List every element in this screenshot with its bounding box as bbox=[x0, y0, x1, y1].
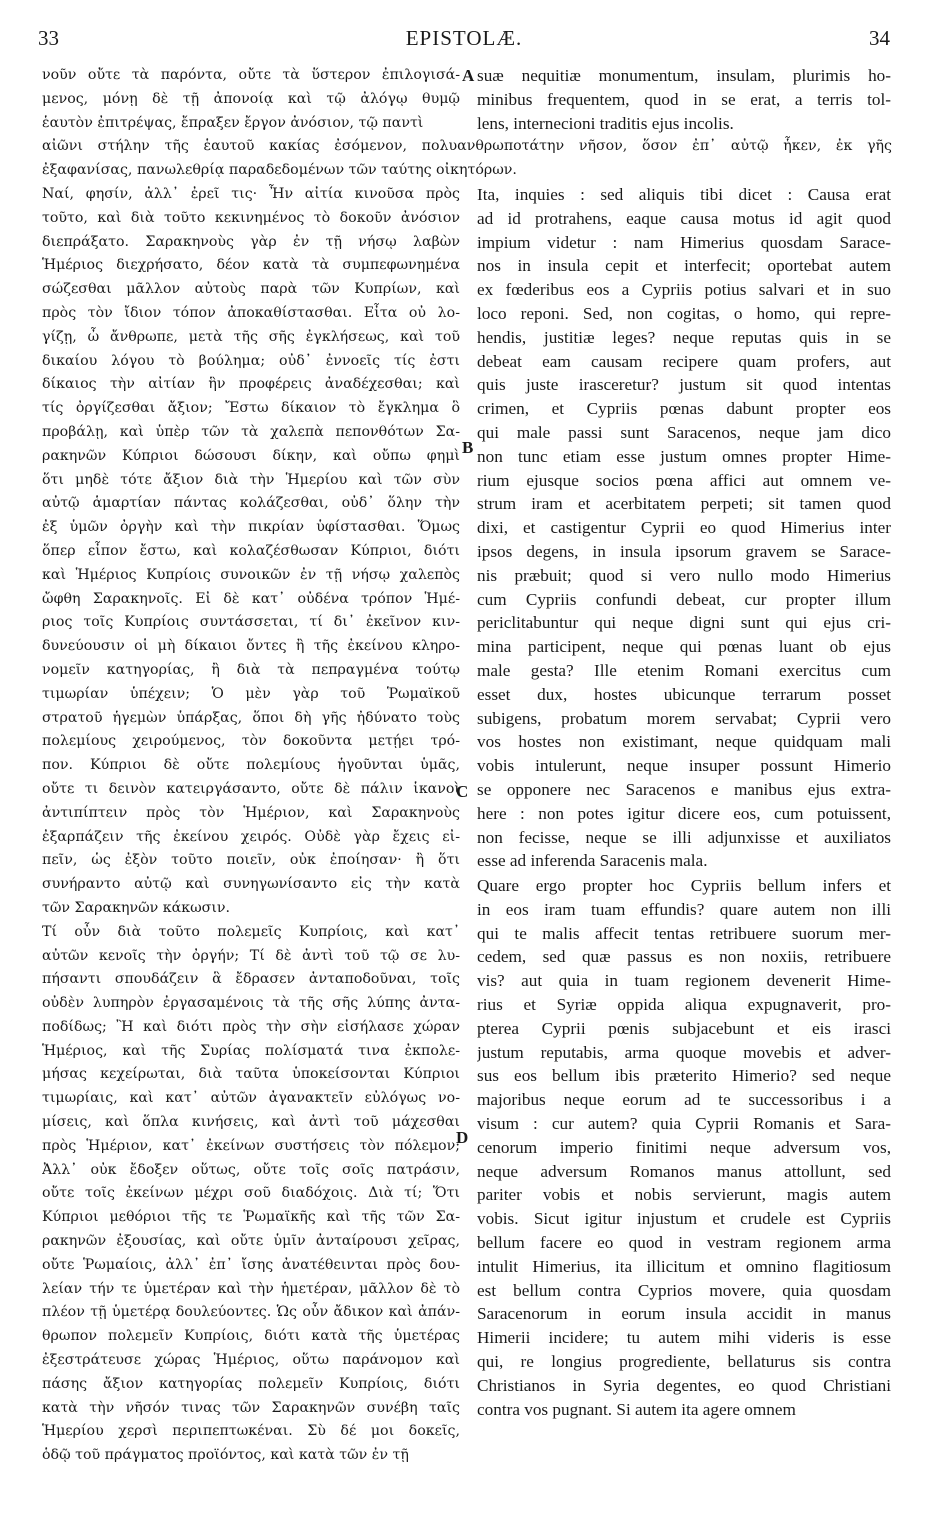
text-line: αὐτῷ ἁμαρτίαν πάντας κολάζεσθαι, οὐδ᾽ ὅλην τὴν bbox=[42, 495, 460, 512]
greek-column-main bbox=[42, 183, 460, 1468]
page-header bbox=[38, 26, 890, 56]
text-line: Ita, inquies : sed aliquis tibi dicet : Causa erat bbox=[477, 185, 891, 204]
text-line: nos in insula cepit et interfecit; oportebat autem bbox=[477, 256, 891, 276]
text-line: ipsos degens, in insula ipsorum gravem se Sarace- bbox=[477, 541, 891, 561]
text-line: πάσης ἄξιον κατηγορίας πολεμεῖν Κυπρίοις, διότι bbox=[42, 1375, 460, 1392]
text-line: μήσας κεχείρωται, διὰ ταῦτα ὑποκείσονται Κύπριοι bbox=[42, 1066, 460, 1083]
latin-column-main bbox=[477, 183, 891, 873]
text-line: νοῦν οὔτε τὰ παρόντα, οὔτε τὰ ὕστερον ἐπιλογισά- bbox=[42, 67, 460, 83]
margin-marker-b: B bbox=[462, 438, 474, 457]
text-line: contra vos pugnant. Si autem ita agere omnem bbox=[477, 1399, 796, 1419]
text-line: ἑαυτὸν ἐπιτρέψας, ἔπραξεν ἔργον ἀνόσιον, τῷ παντὶ bbox=[42, 114, 424, 131]
text-line: πρὸς Ἡμέριον, κατ᾽ ἐκείνων συστήσεις τὸν πόλεμον; bbox=[42, 1137, 460, 1154]
text-line: ὅπερ εἶπον ἔστω, καὶ κολαζέσθωσαν Κύπριοι, διότι bbox=[42, 542, 460, 559]
text-line: ἀντιπίπτειν πρὸς τὸν Ἡμέριον, καὶ Σαρακηνοὺς bbox=[42, 804, 460, 821]
text-line: ὅτι μηδὲ τότε ἄξιον διὰ τὴν Ἡμερίου καὶ τῶν σὺν bbox=[42, 471, 460, 488]
text-line: pterea Cyprii pœnis subjacebunt et eis irasci bbox=[477, 1018, 891, 1038]
text-line: διεπράξατο. Σαρακηνοὺς γὰρ ἐν τῇ νήσῳ λαβὼν bbox=[42, 233, 460, 250]
text-line: Ἀλλ᾽ οὐκ ἔδοξεν οὕτως, οὔτε τοῖς σοῖς πατράσιν, bbox=[42, 1161, 460, 1178]
text-line: visum : cur autem? quia Cyprii Romanis et Sara- bbox=[477, 1113, 891, 1133]
page-number-left: 33 bbox=[38, 26, 59, 50]
text-line: μίσεις, καὶ ὅπλα κινήσεις, καὶ ἀντὶ τοῦ μάχεσθαι bbox=[42, 1114, 460, 1131]
text-line: quis juste irasceretur? justum sit quod intentas bbox=[477, 375, 891, 395]
text-line: strum iram et acerbitatem perpeti; sit tamen quod bbox=[477, 494, 891, 514]
text-line: οὔτε Ῥωμαίοις, ἀλλ᾽ ἐπ᾽ ἴσης ἀνατέθεινται πρὸς δου- bbox=[42, 1256, 460, 1273]
text-line: esse ad inferenda Saracenis mala. bbox=[477, 851, 708, 871]
text-line: ρακηνῶν Κύπριοι δώσουσι δίκην, καὶ οὔπω φημὶ bbox=[42, 447, 460, 464]
latin-column-top bbox=[477, 64, 891, 135]
text-line: ὁδῷ τοῦ πράγματος προϊόντος, καὶ κατὰ τῶν ἐν τῇ bbox=[42, 1447, 409, 1464]
margin-marker-a: A bbox=[462, 66, 475, 85]
text-line: συνήραντο αὐτῷ καὶ συνηγωνίσαντο εἰς τὴν κατὰ bbox=[42, 876, 460, 893]
text-line: ad id protrahens, eaque causa motus id agit quod bbox=[477, 208, 891, 228]
running-title: EPISTOLÆ. bbox=[405, 26, 523, 50]
greek-column-top bbox=[42, 64, 460, 135]
text-line: minibus frequentem, quod in se erat, a terris tol- bbox=[477, 89, 891, 109]
text-line: τῶν Σαρακηνῶν κάκωσιν. bbox=[42, 899, 231, 916]
text-line: αἰῶνι στήλην τῆς ἑαυτοῦ κακίας ἐσόμενον, πολυανθρωποτάτην νῆσον, ὅσον ἐπ᾽ αὐτῷ ἧκεν, ἐκ γῆς bbox=[42, 138, 892, 154]
text-line: in eos iram tuam effundis? quare autem non illi bbox=[477, 899, 891, 919]
text-line: στρατοῦ ἡγεμὼν ὑπάρξας, ὅποι δὴ γῆς ἠδύνατο τοὺς bbox=[42, 709, 460, 726]
text-line: here : non potes igitur dicere eos, cum potuissent, bbox=[477, 803, 891, 823]
text-line: πολεμίους χειρούμενος, τὸν δοκοῦντα μετῄει τρό- bbox=[42, 733, 460, 750]
text-line: πεῖν, ὡς ἐξὸν τοῦτο ποιεῖν, οὐκ ἐποίησαν· ἢ ὅτι bbox=[42, 852, 460, 869]
text-line: ποδίδως; Ἢ καὶ διότι πρὸς τὴν σὴν εἰσήλασε χώραν bbox=[42, 1018, 460, 1035]
latin-column-second bbox=[477, 874, 891, 1421]
margin-marker-c: C bbox=[456, 782, 469, 801]
text-line: non fecisse, neque se illi adjunxisse et auxiliatos bbox=[477, 827, 891, 847]
text-line: qui, re longius progrediente, bellaturus sis contra bbox=[477, 1351, 891, 1371]
text-line: non tunc etiam esse justum omnes propter Hime- bbox=[477, 446, 891, 466]
text-line: debeat eam causam recipere quam profers, aut bbox=[477, 351, 891, 371]
text-line: lens, internecioni traditis ejus incolis. bbox=[477, 113, 734, 133]
text-line: neque adversum Romanos manus attollunt, sed bbox=[477, 1161, 891, 1181]
text-line: se opponere nec Saracenos e manibus ejus extra- bbox=[477, 779, 891, 799]
text-line: intulit Himerius, ita illicitum et omnino flagitiosum bbox=[477, 1256, 891, 1276]
text-line: πήσαντι σπουδάζειν ἃ ἔδρασεν ἀνταποδοῦναι, τοῖς bbox=[42, 971, 460, 988]
text-line: esset dux, hostes ubicunque terrarum posset bbox=[477, 684, 891, 704]
text-line: λείαν τήν τε ὑμετέραν καὶ τὴν ἡμετέραν, μᾶλλον δὲ τὸ bbox=[42, 1280, 460, 1297]
text-line: bellum facere eo quod in vestram regionem arma bbox=[477, 1232, 891, 1252]
text-line: δυνεύουσιν οἱ μὴ δίκαιοι ὄντες ἢ τῆς ἐκείνου κληρο- bbox=[42, 638, 460, 655]
text-line: subigens, probatum morem servabat; Cyprii vero bbox=[477, 708, 891, 728]
text-line: dixi, et castigentur Cyprii eo quod Himerius inter bbox=[477, 518, 891, 538]
text-line: suæ nequitiæ monumentum, insulam, plurimis ho- bbox=[477, 66, 891, 85]
text-line: vobis intulerunt, neque insuper possunt Himerio bbox=[477, 756, 891, 776]
text-line: ὤφθη Σαρακηνοῖς. Εἰ δὲ κατ᾽ οὐδένα τρόπον Ἡμέ- bbox=[42, 590, 460, 607]
text-line: οὔτε τοῖς ἐκείνων μέχρι σοῦ διαδόχοις. Διὰ τί; Ὅτι bbox=[42, 1185, 460, 1202]
text-line: Ναί, φησίν, ἀλλ᾽ ἐρεῖ τις· Ἦν αἰτία κινοῦσα πρὸς bbox=[42, 186, 460, 202]
text-line: τοῦτο, καὶ διὰ τοῦτο κεκινημένος τὸ δοκοῦν ἀνόσιον bbox=[42, 209, 460, 226]
text-line: hendis, justitiæ leges? neque reputas quis in se bbox=[477, 327, 891, 347]
text-line: μενος, μόνῃ δὲ τῇ ἀπονοίᾳ καὶ τῷ ἀλόγῳ θυμῷ bbox=[42, 90, 460, 107]
text-line: οὔτε τι δεινὸν κατειργάσαντο, οὔτε δὲ πάλιν ἱκανοὶ bbox=[42, 780, 460, 797]
text-line: ἐξαρπάζειν τῆς ἐκείνου χειρός. Οὐδὲ γὰρ ἔχεις εἰ- bbox=[42, 828, 460, 845]
text-line: cedem, sed quæ passus es non noxiis, retribuere bbox=[477, 947, 891, 967]
text-line: ἐξ ὑμῶν ὀργὴν καὶ τὴν πικρίαν ὑφίστασθαι. Ὅμως bbox=[42, 519, 460, 536]
text-line: nis præbuit; quod si vero nullo modo Himerius bbox=[477, 565, 891, 585]
page-number-right: 34 bbox=[869, 26, 890, 50]
text-line: Quare ergo propter hoc Cypriis bellum infers et bbox=[477, 876, 891, 895]
greek-full-width-lines bbox=[42, 135, 892, 183]
text-line: crimen, et Cypriis pœnas dabunt propter eos bbox=[477, 399, 891, 419]
text-line: τιμωρίαις, καὶ κατ᾽ αὐτῶν ἀγανακτεῖν εὐλόγως νο- bbox=[42, 1090, 460, 1107]
text-line: Ἡμερίου χερσὶ περιπεπτωκέναι. Σὺ δέ μοι δοκεῖς, bbox=[42, 1423, 460, 1440]
text-line: qui te malis affecit tentas retribuere suorum mer- bbox=[477, 923, 891, 943]
text-line: ρακηνῶν ἐξουσίας, καὶ οὔτε ὑμῖν ἀνταίρουσι χεῖρας, bbox=[42, 1233, 460, 1250]
text-line: est bellum contra Cyprios movere, quia quosdam bbox=[477, 1280, 891, 1300]
text-line: qui male passi sunt Saracenos, neque jam dico bbox=[477, 422, 891, 442]
text-line: πον. Κύπριοι δὲ οὔτε πολεμίους ἡγοῦνται ὑμᾶς, bbox=[42, 757, 460, 774]
text-line: ex fœderibus eos a Cypriis potius salvari et in suo bbox=[477, 280, 891, 300]
text-line: rium ejusque socios pœna affici aut omnem ve- bbox=[477, 470, 891, 490]
text-line: Ἡμέριος διεχρήσατο, δέον κατὰ τὰ συμπεφωνημένα bbox=[42, 257, 460, 274]
text-line: θρωπον πολεμεῖν Κυπρίοις, διότι κατὰ τῆς ὑμετέρας bbox=[42, 1328, 460, 1345]
text-line: pariter vobis et nobis servierunt, magis autem bbox=[477, 1185, 891, 1205]
margin-marker-d: D bbox=[456, 1128, 469, 1147]
text-line: cenorum imperio finitimi neque adversum vos, bbox=[477, 1137, 891, 1157]
text-line: Τί οὖν διὰ τοῦτο πολεμεῖς Κυπρίοις, καὶ κατ᾽ bbox=[42, 923, 460, 940]
text-line: Himerii incidere; tu autem mihi videris is esse bbox=[477, 1328, 891, 1348]
text-line: προβάλῃ, καὶ ὑπὲρ τῶν τὰ χαλεπὰ πεπονθότων Σα- bbox=[42, 423, 460, 440]
text-line: δίκαιος τὴν αἰτίαν ἣν προφέρεις ἀναδέχεσθαι; καὶ bbox=[42, 376, 460, 393]
text-line: πρὸς τὸν ἴδιον τόπον ἀποκαθίστασθαι. Εἶτα οὐ λο- bbox=[42, 304, 460, 321]
text-line: σώζεσθαι μᾶλλον αὐτοὺς παρὰ τῶν Κυπρίων, καὶ bbox=[42, 281, 460, 298]
text-line: sus eos bellum ibis præterito Himerio? sed neque bbox=[477, 1066, 891, 1086]
text-line: majoribus neque eorum ad te successoribus i a bbox=[477, 1090, 891, 1110]
text-line: δικαίου λόγου τὸ βούλημα; οὐδ᾽ ἐννοεῖς τίς ἐστι bbox=[42, 352, 460, 369]
text-line: ριος τοῖς Κυπρίοις συντάσσεται, τί δι᾽ ἐκεῖνον κιν- bbox=[42, 614, 460, 631]
text-line: periclitabuntur qui neque digni sunt qui ejus cri- bbox=[477, 613, 891, 633]
text-line: vis? aut quia in tuam regionem devenerit Hime- bbox=[477, 971, 891, 991]
text-line: καὶ Ἡμέριος Κυπρίοις συνοικῶν ἐν τῇ νήσῳ χαλεπὸς bbox=[42, 566, 460, 583]
text-line: mina participent, neque qui pœnas luant ob ejus bbox=[477, 637, 891, 657]
text-line: Κύπριοι μεθόριοι τῆς τε Ῥωμαϊκῆς καὶ τῆς τῶν Σα- bbox=[42, 1209, 460, 1226]
text-line: τιμωρίαν ὑπέχειν; Ὁ μὲν γὰρ τοῦ Ῥωμαϊκοῦ bbox=[42, 685, 460, 702]
text-line: γίζῃ, ὦ ἄνθρωπε, μετὰ τῆς σῆς ἐγκλήσεως, καὶ τοῦ bbox=[42, 328, 460, 345]
text-line: τίς ὀργίζεσθαι ἄξιον; Ἔστω δίκαιον τὸ ἔγκλημα ὃ bbox=[42, 400, 460, 417]
text-line: πλέον τῇ ὑμετέρᾳ δουλεύοντες. Ὡς οὖν ἄδικον καὶ ἀπάν- bbox=[42, 1304, 460, 1321]
text-line: Saracenorum in eorum insula accidit in manus bbox=[477, 1304, 891, 1324]
text-line: Ἡμέριος, καὶ τῆς Συρίας πολίσματά τινα ἐκπολε- bbox=[42, 1042, 460, 1059]
text-line: rius et Syriæ oppida aliqua expugnaverit, pro- bbox=[477, 994, 891, 1014]
text-line: vos hostes non existimant, neque quidquam mali bbox=[477, 732, 891, 752]
text-line: impium videtur : nam Himerius quosdam Sarace- bbox=[477, 232, 891, 252]
text-line: cum Cypriis confundi debeat, cur propter illum bbox=[477, 589, 891, 609]
text-line: loco reponi. Sed, non cogitas, o homo, qui repre- bbox=[477, 303, 891, 323]
text-line: οὐδὲν λυπηρὸν ἐργασαμένοις τὰ τῆς σῆς λύπης ἀντα- bbox=[42, 995, 460, 1012]
text-line: male gesta? Ille etenim Romani exercitus cum bbox=[477, 660, 891, 680]
text-line: κατὰ τὴν νῆσόν τινας τῶν Σαρακηνῶν συνέβη ταῖς bbox=[42, 1399, 460, 1416]
text-line: νομεῖν κατηγορίας, ἢ διὰ τὰ πεπραγμένα τούτῳ bbox=[42, 661, 460, 678]
text-line: αὐτῶν κενοῖς τὴν ὀργήν; Τί δὲ ἀντὶ τοῦ τῷ σε λυ- bbox=[42, 947, 460, 964]
text-line: ἐξεστράτευσε χώρας Ἡμέριος, οὕτω παράνομον καὶ bbox=[42, 1352, 460, 1369]
text-line: justum reputabis, arma quoque movebis et adver- bbox=[477, 1042, 891, 1062]
text-line: Christianos in Syria degentes, eo quod Christiani bbox=[477, 1375, 891, 1395]
text-line: vobis. Sicut igitur injustum et crudele est Cypriis bbox=[477, 1209, 891, 1229]
text-line: ἐξαφανίσας, πανωλεθρίᾳ παραδεδομένων τῶν ταύτης οἰκητόρων. bbox=[42, 161, 517, 178]
